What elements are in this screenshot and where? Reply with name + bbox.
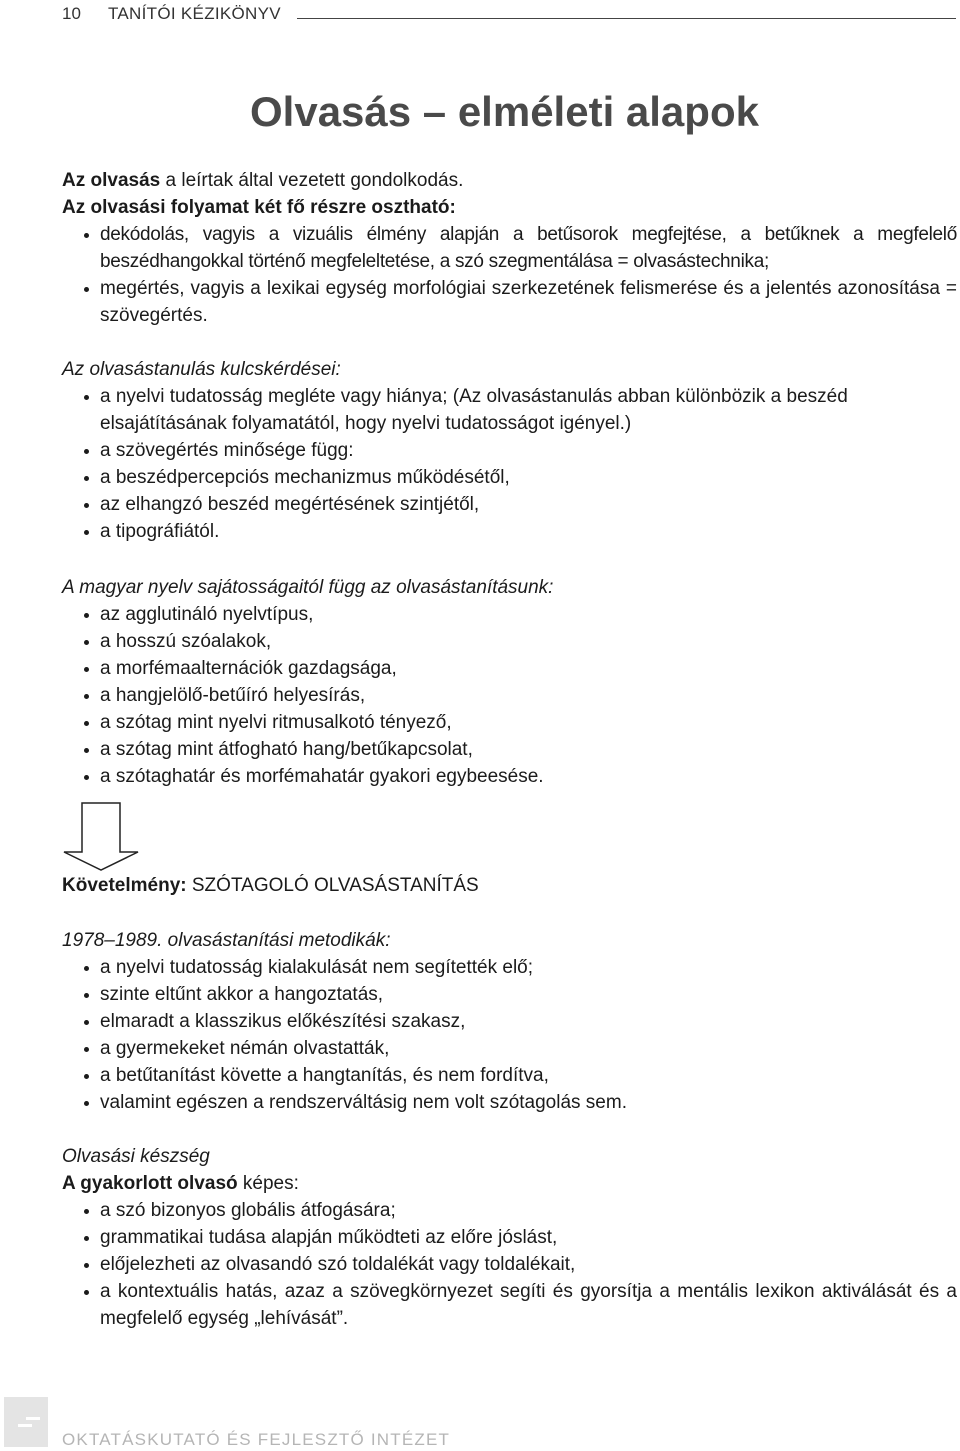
footer-publisher: OKTATÁSKUTATÓ ÉS FEJLESZTŐ INTÉZET [62, 1430, 451, 1449]
methods-list [62, 954, 957, 1116]
reader-text: képes: [237, 1173, 299, 1194]
skill-list [62, 1197, 957, 1332]
list-item: a szótag mint átfogható hang/betűkapcsolat, [62, 736, 957, 763]
list-item: dekódolás, vagyis a vizuális élmény alapján a betűsorok megfejtése, a betűknek a megfelelő beszédhangokkal történő megfeleltetése, a szó szegmentálása = olvasástechnika; [62, 221, 957, 275]
list-item: a beszédpercepciós mechanizmus működésétől, [62, 464, 957, 491]
list-item: grammatikai tudása alapján működteti az előre jóslást, [62, 1224, 957, 1251]
methods-section [62, 927, 957, 1116]
list-item: a morfémaalternációk gazdagsága, [62, 655, 957, 682]
list-item: a szövegértés minősége függ: [62, 437, 957, 464]
page-title: Olvasás – elméleti alapok [250, 88, 759, 135]
list-item: a szó bizonyos globális átfogására; [62, 1197, 957, 1224]
requirement-label: Követelmény: [62, 875, 187, 896]
list-item: a tipográfiától. [62, 518, 957, 545]
list-item: a gyermekeket némán olvastatták, [62, 1035, 957, 1062]
hungarian-heading: A magyar nyelv sajátosságaitól függ az olvasástanításunk: [62, 577, 554, 598]
list-item: valamint egészen a rendszerváltásig nem volt szótagolás sem. [62, 1089, 957, 1116]
list-item: a nyelvi tudatosság kialakulását nem segítették elő; [62, 954, 957, 981]
list-item: a kontextuális hatás, azaz a szövegkörnyezet segíti és gyorsítja a mentális lexikon aktiválását és a megfelelő egység „lehívását”. [62, 1278, 957, 1332]
list-item: a szótag mint nyelvi ritmusalkotó tényező, [62, 709, 957, 736]
requirement-section [62, 872, 957, 899]
hungarian-section [62, 574, 957, 790]
reader-line [62, 1170, 957, 1197]
methods-heading: 1978–1989. olvasástanítási metodikák: [62, 930, 391, 951]
definition-term: Az olvasás [62, 170, 161, 191]
down-arrow-icon [62, 802, 140, 872]
header-rule [297, 18, 956, 19]
list-item: az agglutináló nyelvtípus, [62, 601, 957, 628]
publisher-logo-icon [4, 1397, 48, 1447]
hungarian-list [62, 601, 957, 790]
list-item: a nyelvi tudatosság megléte vagy hiánya; (Az olvasástanulás abban különbözik a beszéd elsajátításának folyamatától, hogy nyelvi tudatosságot igényel.) [62, 383, 957, 437]
requirement-line [62, 872, 957, 899]
definition-text: a leírtak által vezetett gondolkodás. [160, 170, 464, 191]
list-item: megértés, vagyis a lexikai egység morfológiai szerkezetének felismerése és a jelentés azonosítása = szövegértés. [62, 275, 957, 329]
key-questions-heading: Az olvasástanulás kulcskérdései: [62, 359, 341, 380]
list-item: előjelezheti az olvasandó szó toldalékát vagy toldalékait, [62, 1251, 957, 1278]
list-item: az elhangzó beszéd megértésének szintjétől, [62, 491, 957, 518]
key-questions-list [62, 383, 957, 545]
process-list [62, 221, 957, 329]
list-item: a hangjelölő-betűíró helyesírás, [62, 682, 957, 709]
intro-section [62, 167, 957, 329]
definition-line [62, 167, 957, 194]
page-header [0, 0, 960, 30]
page-number: 10 [62, 4, 81, 23]
process-heading: Az olvasási folyamat két fő részre osztható: [62, 197, 456, 218]
skill-section [62, 1143, 957, 1332]
list-item: a szótaghatár és morfémahatár gyakori egybeesése. [62, 763, 957, 790]
list-item: elmaradt a klasszikus előkészítési szakasz, [62, 1008, 957, 1035]
requirement-value: SZÓTAGOLÓ OLVASÁSTANÍTÁS [186, 875, 479, 896]
reader-term: A gyakorlott olvasó [62, 1173, 238, 1194]
list-item: szinte eltűnt akkor a hangoztatás, [62, 981, 957, 1008]
list-item: a hosszú szóalakok, [62, 628, 957, 655]
key-questions-section [62, 356, 957, 545]
running-head: TANÍTÓI KÉZIKÖNYV [108, 4, 281, 23]
list-item: a betűtanítást követte a hangtanítás, és nem fordítva, [62, 1062, 957, 1089]
skill-heading: Olvasási készség [62, 1146, 210, 1167]
